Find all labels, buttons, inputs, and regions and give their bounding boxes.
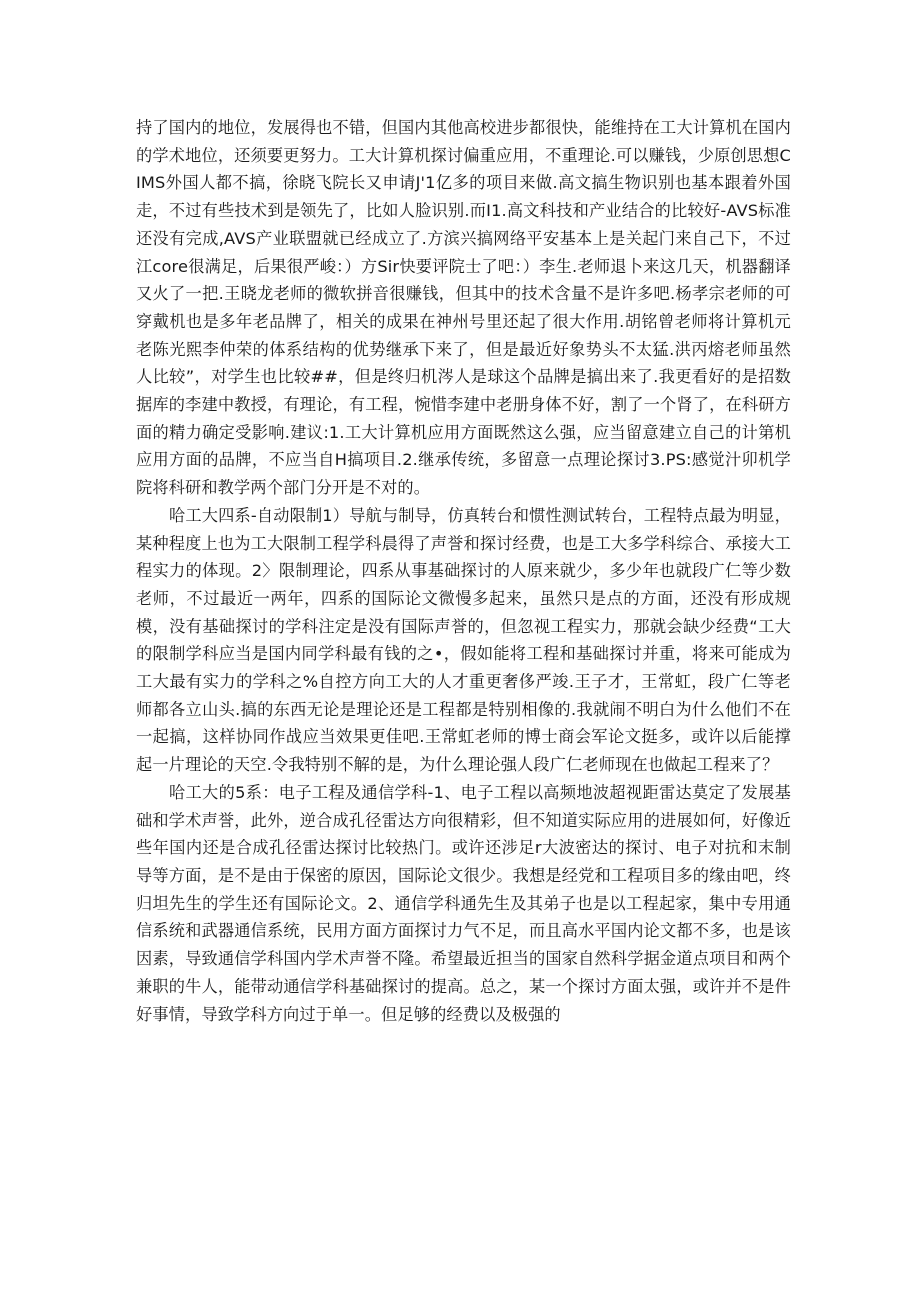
- paragraph-electronic-engineering: 哈工大的5系：电子工程及通信学科-1、电子工程以高频地波超视距雷达莫定了发展基础和学术声誉，此外，逆合成孔径雷达方向很精彩，但不知道实际应用的进展如何，好像近些年国内还是合成孔径雷达探讨比较热门。或许还涉足r大波密达的探讨、电子对抗和末制导等方面，是不是由于保密的原因，国际论文很少。我想是经党和工程项目多的缘由吧，终归坦先生的学生还有国际论文。2、通信学科通先生及其弟子也是以工程起家，集中专用通信系统和武器通信系统，民用方面方面探讨力气不足，而且高水平国内论文都不多，也是该因素，导致通信学科国内学术声誉不隆。希望最近担当的国家自然科学据金道点项目和两个兼职的牛人，能带动通信学科基础探讨的提高。总之，某一个探讨方面太强，或许并不是件好事情，导致学科方向过于单一。但足够的经费以及极强的: [136, 782, 791, 1024]
- document-body: [136, 114, 791, 1028]
- paragraph-computer-science: 持了国内的地位，发展得也不错，但国内其他高校进步都很快，能维持在工大计算机在国内的学术地位，还须要更努力。工大计算机探讨偏重应用，不重理论.可以赚钱，少原创思想CIMS外国人都不搞，徐晓飞院长又申请J'1亿多的项目来做.高文搞生物识别也基本跟着外国走，不过有些技术到是领先了，比如人脸识别.而I1.高文科技和产业结合的比较好-AVS标准还没有完成,AVS产业联盟就已经成立了.方滨兴搞网络平安基本上是关起门来自己下，不过江core很满足，后果很严峻：）方Sir快要评院士了吧：）李生.老师退卜来这几天，机器翻译又火了一把.王晓龙老师的微软拼音很赚钱，但其中的技术含量不是许多吧.杨孝宗老师的可穿戴机也是多年老品牌了，相关的成果在神州号里还起了很大作用.胡铭曾老师将计算机元老陈光熙李仲荣的体系结构的优势继承下来了，但是最近好象势头不太猛.洪丙熔老师虽然人比较”，对学生也比较##，但是终归机涔人是球这个品牌是搞出来了.我更看好的是招数据库的李建中教授，有理论，有工程，惋惜李建中老册身体不好，割了一个肾了，在科研方面的精力确定受影响.建议:1.工大计算机应用方面既然这么强，应当留意建立自己的计第机应用方面的品牌，不应当自H搞项目.2.继承传统，多留意一点理论探讨3.PS:感觉汁卯机学院将科研和教学两个部门分开是不对的。: [136, 118, 791, 498]
- paragraph-automatic-control: 哈工大四系-自动限制1）导航与制导，仿真转台和惯性测试转台，工程特点最为明显，某种程度上也为工大限制工程学科晨得了声誉和探讨经费，也是工大多学科综合、承接大工程实力的体现。2〉限制理论，四系从事基础探讨的人原来就少，多少年也就段广仁等少数老师，不过最近一两年，四系的国际论文微慢多起来，虽然只是点的方面，还没有形成规模，没有基础探讨的学科注定是没有国际声誉的，但忽视工程实力，那就会缺少经费“工大的限制学科应当是国内同学科最有钱的之•，假如能将工程和基础探讨并重，将来可能成为工大最有实力的学科之%自控方向工大的人才重更奢侈严竣.王子才，王常虹，段广仁等老师都各立山头.搞的东西无论是理论还是工程都是特别相像的.我就闹不明白为什么他们不在一起搞，这样协同作战应当效果更佳吧.王常虹老师的博士商会军论文挺多，或许以后能撑起一片理论的天空.令我特别不解的是，为什么理论强人段广仁老师现在也做起工程来了？: [136, 505, 791, 775]
